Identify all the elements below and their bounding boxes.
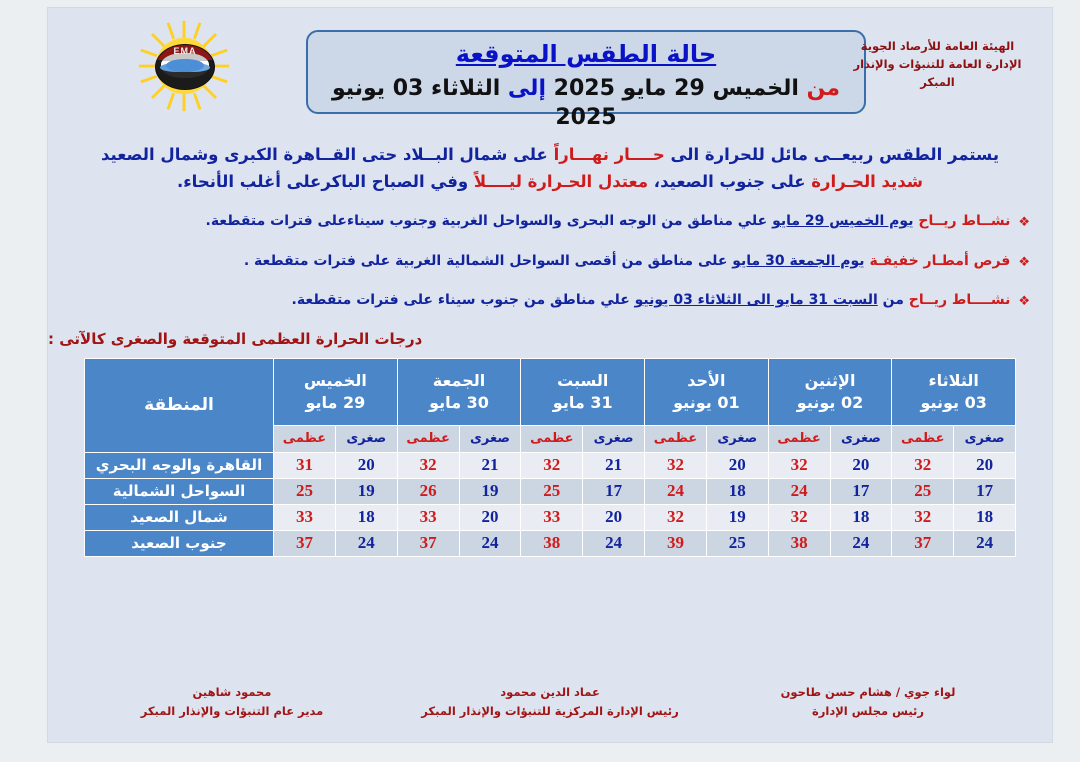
day-date: 02 يونيو (796, 392, 864, 412)
signature-chairman-name: لواء جوي / هشام حسن طاحون (780, 685, 956, 700)
day-date: 03 يونيو (920, 392, 987, 412)
bullet-3-date: السبت 31 مايو الى الثلاثاء 03 يونيو (634, 292, 878, 309)
cell-min-r2-c3: 20 (583, 504, 645, 530)
cell-max-r2-c5: 33 (274, 504, 336, 530)
bullet-3-rest: علي مناطق من جنوب سيناء على فترات متقطعة. (291, 292, 635, 309)
day-date: 30 مايو (429, 392, 489, 412)
day-date: 31 مايو (552, 392, 613, 412)
lead-seg-3: على شمال البــلاد حتى القــاهرة الكبرى وشمال الصعيد (100, 145, 554, 164)
table-header-row-days (85, 358, 1016, 425)
cell-max-r0-c1: 32 (768, 452, 830, 478)
cell-min-r0-c2: 20 (706, 452, 768, 478)
day-weekday: الجمعة (432, 371, 486, 391)
cell-min-r0-c3: 21 (583, 452, 645, 478)
organization-name (835, 38, 1040, 91)
cell-max-r1-c4: 26 (397, 478, 459, 504)
lead-seg-1: يستمر الطقس ربيعــى مائل للحرارة الى (664, 145, 1000, 164)
lead-seg-4: شديد الحـرارة (811, 171, 924, 191)
cell-min-r3-c3: 24 (583, 530, 645, 556)
lead-seg-8: على أغلب الأنحاء. (176, 171, 322, 191)
cell-max-r3-c0: 37 (892, 530, 954, 556)
cell-max-r2-c3: 33 (521, 504, 583, 530)
bullet-1-rest: علي مناطق من الوجه البحرى والسواحل الغربية وجنوب سيناءعلى فترات متقطعة. (205, 213, 773, 230)
lead-seg-7: وفي الصباح الباكر (321, 171, 474, 191)
bullet-text-1 (70, 211, 1010, 232)
cell-min-r3-c5: 24 (335, 530, 397, 556)
diamond-bullet-icon: ❖ (1018, 254, 1030, 270)
day-date: 29 مايو (305, 392, 366, 412)
cell-min-r2-c0: 18 (954, 504, 1016, 530)
page-title: حالة الطقس المتوقعة (455, 40, 717, 68)
table-subheader-min-0: صغرى (954, 425, 1016, 452)
day-weekday: الإثنين (804, 371, 856, 391)
cell-max-r0-c2: 32 (645, 452, 707, 478)
cell-max-r0-c5: 31 (274, 452, 336, 478)
table-row (85, 530, 1016, 556)
cell-min-r3-c0: 24 (954, 530, 1016, 556)
signature-central-head (400, 683, 700, 720)
day-weekday: الأحد (687, 371, 726, 391)
table-caption (48, 330, 990, 348)
bullet-text-3 (70, 290, 1010, 311)
date-range-end: الثلاثاء 03 يونيو 2025 (331, 75, 617, 131)
table-subheader-min-2: صغرى (706, 425, 768, 452)
table-row (85, 452, 1016, 478)
diamond-bullet-icon: ❖ (1018, 215, 1030, 231)
cell-min-r3-c2: 25 (706, 530, 768, 556)
cell-min-r0-c1: 20 (830, 452, 892, 478)
footer-signatures (48, 683, 1052, 720)
date-range-start: الخميس 29 مايو 2025 (553, 75, 799, 101)
cell-min-r0-c5: 20 (335, 452, 397, 478)
cell-max-r1-c0: 25 (892, 478, 954, 504)
cell-min-r2-c4: 20 (459, 504, 521, 530)
table-subheader-max-2: عظمى (645, 425, 707, 452)
table-body (85, 452, 1016, 556)
cell-min-r2-c2: 19 (706, 504, 768, 530)
table-header-day-5 (274, 358, 398, 425)
cell-max-r3-c5: 37 (274, 530, 336, 556)
cell-min-r2-c1: 18 (830, 504, 892, 530)
bullet-3-date-prefix: من (877, 292, 909, 309)
signature-forecast-director-title: مدير عام التنبؤات والإنذار المبكر (140, 703, 324, 718)
table-header-region: المنطقة (85, 358, 274, 452)
cell-max-r2-c2: 32 (645, 504, 707, 530)
cell-max-r1-c5: 25 (274, 478, 336, 504)
bullet-2-rest: على مناطق من أقصى السواحل الشمالية الغربية على فترات متقطعة . (243, 252, 733, 269)
table-subheader-min-1: صغرى (830, 425, 892, 452)
table-caption-text: درجات الحرارة العظمى المتوقعة والصغرى كالآتى : (48, 329, 423, 348)
bullet-2-highlight: فرص أمطـار خفيفـة (869, 252, 1011, 269)
cell-max-r2-c1: 32 (768, 504, 830, 530)
table-subheader-max-1: عظمى (768, 425, 830, 452)
table-header-day-2 (645, 358, 769, 425)
cell-region-r3: جنوب الصعيد (85, 530, 274, 556)
cell-min-r3-c4: 24 (459, 530, 521, 556)
lead-seg-6: معتدل الحـرارة ليــــلاً (473, 171, 649, 191)
table-subheader-min-5: صغرى (335, 425, 397, 452)
cell-max-r1-c2: 24 (645, 478, 707, 504)
organization-line-2: الإدارة العامة للتنبؤات والإنذار المبكر (853, 56, 1022, 89)
lead-seg-5: على جنوب الصعيد، (648, 171, 812, 191)
table-subheader-max-3: عظمى (521, 425, 583, 452)
ema-acronym: EMA (173, 46, 197, 57)
table-header-day-0 (892, 358, 1016, 425)
signature-central-head-title: رئيس الإدارة المركزية للتنبؤات والإنذار المبكر (421, 703, 679, 718)
temperature-table (84, 358, 1016, 557)
signature-forecast-director-name: محمود شاهين (192, 685, 272, 700)
cell-max-r3-c3: 38 (521, 530, 583, 556)
table-subheader-min-4: صغرى (459, 425, 521, 452)
cell-region-r0: القاهرة والوجه البحري (85, 452, 274, 478)
table-subheader-max-5: عظمى (274, 425, 336, 452)
day-weekday: الثلاثاء (928, 371, 979, 391)
bullet-item-wind-saturday-tuesday (70, 290, 1030, 312)
signature-chairman (718, 683, 1018, 720)
date-range-to: إلى (507, 75, 546, 101)
table-subheader-max-0: عظمى (892, 425, 954, 452)
day-weekday: الخميس (303, 371, 367, 391)
cell-min-r1-c2: 18 (706, 478, 768, 504)
cell-min-r0-c4: 21 (459, 452, 521, 478)
cell-min-r1-c0: 17 (954, 478, 1016, 504)
cell-min-r1-c4: 19 (459, 478, 521, 504)
temperature-table-wrap (84, 358, 1016, 557)
cell-region-r2: شمال الصعيد (85, 504, 274, 530)
table-row (85, 478, 1016, 504)
cell-max-r0-c3: 32 (521, 452, 583, 478)
table-subheader-min-3: صغرى (583, 425, 645, 452)
lead-seg-2: حــــار نهـــاراً (553, 145, 665, 164)
signature-forecast-director (82, 683, 382, 720)
table-header-day-3 (521, 358, 645, 425)
cell-max-r1-c1: 24 (768, 478, 830, 504)
signature-chairman-title: رئيس مجلس الإدارة (811, 703, 924, 718)
bulletin-card (48, 8, 1052, 742)
lead-paragraph (78, 142, 1022, 195)
cell-max-r0-c4: 32 (397, 452, 459, 478)
cell-min-r1-c3: 17 (583, 478, 645, 504)
bullet-1-date: يوم الخميس 29 مايو (772, 213, 914, 230)
title-box (306, 30, 866, 131)
cell-min-r2-c5: 18 (335, 504, 397, 530)
cell-max-r3-c4: 37 (397, 530, 459, 556)
table-head (85, 358, 1016, 452)
cell-max-r2-c0: 32 (892, 504, 954, 530)
cell-max-r3-c1: 38 (768, 530, 830, 556)
bullet-3-highlight: نشــــاط ريــاح (908, 292, 1011, 309)
day-weekday: السبت (557, 371, 609, 391)
bullet-item-wind-thursday (70, 211, 1030, 233)
bullet-text-2 (70, 251, 1010, 272)
cell-min-r1-c5: 19 (335, 478, 397, 504)
table-subheader-max-4: عظمى (397, 425, 459, 452)
organization-line-1: الهيئة العامة للأرصاد الجوية (860, 39, 1015, 53)
cell-max-r3-c2: 39 (645, 530, 707, 556)
bullet-item-rain-friday (70, 251, 1030, 273)
bullet-1-highlight: نشــاط ريــاح (918, 213, 1011, 230)
date-range (308, 74, 864, 133)
signature-central-head-name: عماد الدين محمود (500, 685, 600, 700)
cell-region-r1: السواحل الشمالية (85, 478, 274, 504)
table-row (85, 504, 1016, 530)
date-range-from: من (806, 75, 841, 101)
ema-emblem-icon (155, 44, 215, 90)
cell-min-r3-c1: 24 (830, 530, 892, 556)
header (48, 8, 1052, 131)
cell-min-r0-c0: 20 (954, 452, 1016, 478)
day-date: 01 يونيو (673, 392, 740, 412)
cell-min-r1-c1: 17 (830, 478, 892, 504)
bullet-list (70, 211, 1030, 312)
cell-max-r0-c0: 32 (892, 452, 954, 478)
cell-max-r1-c3: 25 (521, 478, 583, 504)
ema-logo (136, 18, 232, 114)
table-header-day-1 (768, 358, 892, 425)
cell-max-r2-c4: 33 (397, 504, 459, 530)
table-header-day-4 (397, 358, 521, 425)
diamond-bullet-icon: ❖ (1018, 294, 1030, 310)
bullet-2-date: يوم الجمعة 30 مايو (732, 252, 865, 269)
